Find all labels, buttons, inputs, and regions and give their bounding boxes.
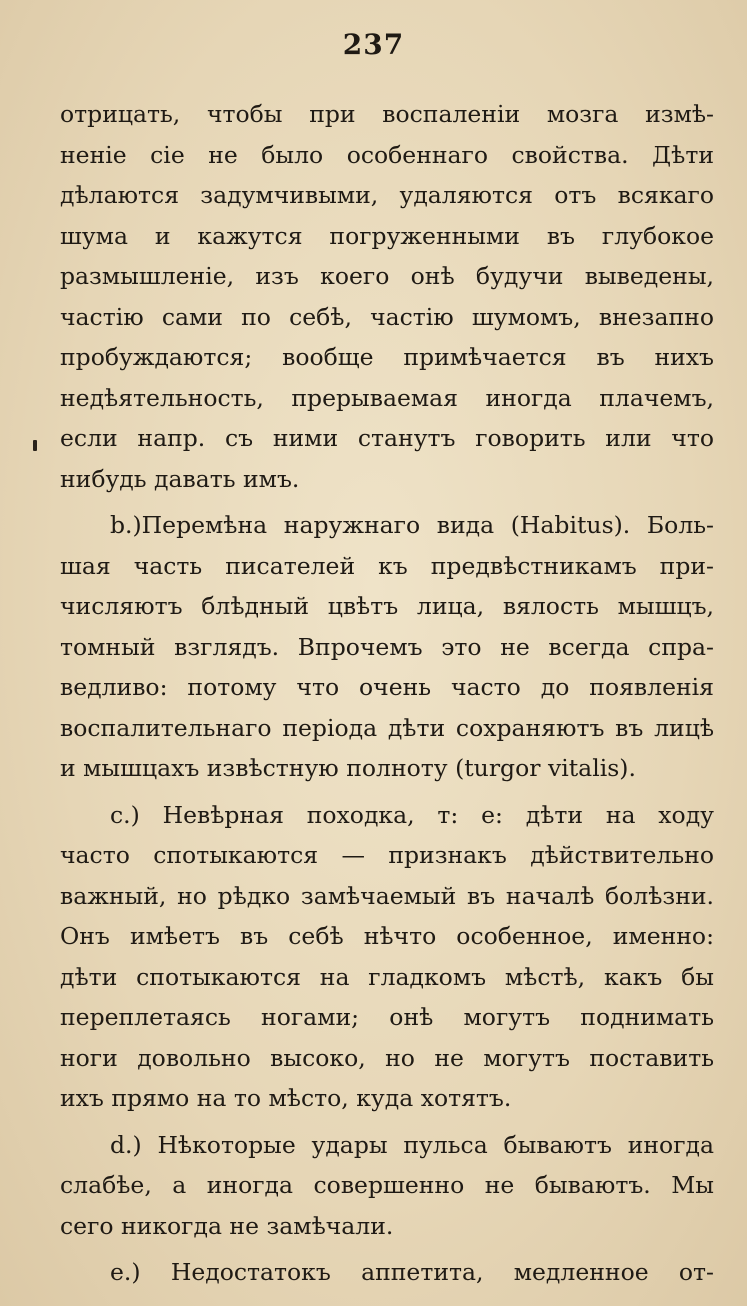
margin-mark [33,440,37,451]
text-line: ихъ прямо на то мѣсто, куда хотятъ. [60,1084,512,1112]
text-line: важный, но рѣдко замѣчаемый въ началѣ болѣзни. [60,881,714,910]
text-line: e.) Недостатокъ аппетита, медленное от- [110,1258,714,1286]
text-line: нибудь давать имъ. [60,464,300,493]
text-line: числяютъ блѣдный цвѣтъ лица, вялость мышцъ, [60,592,714,620]
text-line: шума и кажутся погруженными въ глубокое [60,221,714,250]
text-line: неніе сіе не было особеннаго свойства. Дѣти [60,140,714,169]
body-text [60,94,714,1293]
text-line: дѣти спотыкаются на гладкомъ мѣстѣ, какъ бы [60,962,714,991]
text-line: частію сами по себѣ, частію шумомъ, внезапно [60,302,714,331]
text-line: дѣлаются задумчивыми, удаляются отъ всякаго [60,181,714,209]
text-line: слабѣе, а иногда совершенно не бываютъ. Мы [60,1171,714,1199]
text-line: b.)Перемѣна наружнаго вида (Habitus). Боль- [110,511,714,539]
text-line: воспалительнаго періода дѣти сохраняютъ въ лицѣ [60,713,714,742]
text-line: c.) Невѣрная походка, т: е: дѣти на ходу [110,800,714,829]
text-line: сего никогда не замѣчали. [60,1211,394,1240]
text-line: ведливо: потому что очень часто до появленія [60,673,714,701]
text-line: пробуждаются; вообще примѣчается въ нихъ [60,343,714,371]
text-line: недѣятельность, прерываемая иногда плачемъ, [60,383,714,412]
text-line: и мышцахъ извѣстную полноту (turgor vitalis). [60,754,636,782]
page-number: 237 [342,28,405,61]
text-line: если напр. съ ними станутъ говорить или что [60,424,714,452]
text-line: томный взглядъ. Впрочемъ это не всегда спра- [60,632,714,661]
text-line: переплетаясь ногами; онѣ могутъ поднимать [60,1003,714,1031]
text-line: ноги довольно высоко, но не могутъ поставить [60,1043,714,1072]
text-line: d.) Нѣкоторые удары пульса бываютъ иногда [110,1130,714,1159]
text-line: размышленіе, изъ коего онѣ будучи выведены, [60,262,714,290]
text-line: шая часть писателей къ предвѣстникамъ при- [60,551,714,580]
text-line: Онъ имѣетъ въ себѣ нѣчто особенное, именно: [60,922,714,950]
text-line: отрицать, чтобы при воспаленіи мозга измѣ- [60,100,714,128]
text-line: часто спотыкаются — признакъ дѣйствительно [60,841,714,869]
